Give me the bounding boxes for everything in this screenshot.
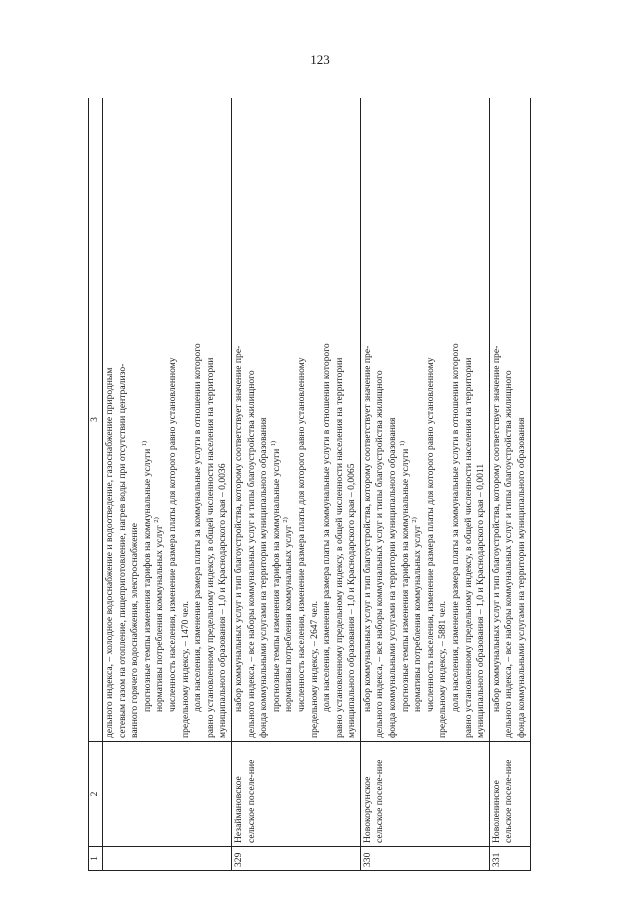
- description-line: ванного горячего водоснабжения, электроснабжение: [129, 523, 141, 738]
- page-number: 123: [310, 52, 330, 67]
- table-row: [231, 98, 360, 871]
- description-line: набор коммунальных услуг и тип благоустройства, которому соответствует значение пре-: [361, 345, 373, 712]
- description-line: фонда коммунальными услугами на территории муниципального образования: [258, 417, 270, 738]
- header-col-2: 2: [89, 742, 103, 847]
- description-line: предельному индексу, – 5881 чел.: [437, 600, 449, 738]
- description-line: численность населения, изменение размера платы для которого равно установленному: [424, 357, 436, 712]
- settlement-name: Новокорсунское сельское поселе-ние: [360, 742, 489, 847]
- table-row: [360, 98, 489, 871]
- description-line: набор коммунальных услуг и тип благоустройства, которому соответствует значение пре-: [232, 345, 244, 712]
- description-line: муниципального образования – 1,0 и Краснодарского края – 0,0065: [346, 463, 358, 738]
- header-col-3: 3: [89, 98, 103, 742]
- row-number: [103, 847, 232, 871]
- table-viewport: [88, 98, 548, 871]
- description-line: набор коммунальных услуг и тип благоустройства, которому соответствует значение пре-: [490, 345, 502, 712]
- description-line: численность населения, изменение размера платы для которого равно установленному: [166, 357, 178, 712]
- row-number: 331: [489, 847, 530, 871]
- description-line: доля населения, изменение размера платы за коммунальные услуги в отношении которого: [321, 343, 333, 712]
- description-line: дельного индекса, – все наборы коммунальных услуг и типы благоустройства жилищного: [374, 370, 386, 738]
- settlement-name: Новоленинское сельское поселе-ние: [489, 742, 530, 847]
- header-col-1: 1: [89, 847, 103, 871]
- row-number: 329: [231, 847, 360, 871]
- description-line: предельному индексу, – 1470 чел.: [179, 600, 191, 738]
- description-line: прогнозные темпы изменения тарифов на коммунальные услуги $^{1)}$: [140, 440, 153, 712]
- description-line: прогнозные темпы изменения тарифов на коммунальные услуги $^{1)}$: [398, 440, 411, 712]
- table-body: [103, 98, 531, 871]
- table-header-row: [89, 98, 103, 871]
- rotated-table-container: [88, 98, 548, 871]
- description-line: муниципального образования – 1,0 и Краснодарского края – 0,0011: [475, 463, 487, 738]
- description-line: дельного индекса, – все наборы коммунальных услуг и типы благоустройства жилищного: [503, 370, 515, 738]
- table-row: [103, 98, 232, 871]
- description-line: муниципального образования – 1,0 и Краснодарского края – 0,0036: [217, 463, 229, 738]
- description-line: дельного индекса, – холодное водоснабжение и водоотведение, газоснабжение природным: [104, 367, 115, 738]
- row-number: 330: [360, 847, 489, 871]
- description-line: доля населения, изменение размера платы за коммунальные услуги в отношении которого: [450, 343, 462, 712]
- row-description: [103, 98, 232, 742]
- description-line: фонда коммунальными услугами на территории муниципального образования: [387, 417, 399, 738]
- table-row: [489, 98, 530, 871]
- description-line: нормативы потребления коммунальных услуг $^{2)}$: [411, 517, 424, 712]
- description-line: фонда коммунальными услугами на территории муниципального образования: [516, 417, 527, 738]
- description-line: сетевым газом на отопление, пищеприготовление, нагрев воды при отсутствии централизо-: [116, 363, 128, 738]
- settlement-name: Незаймановское сельское поселе-ние: [231, 742, 360, 847]
- description-line: равно установленному предельному индексу, в общей численности населения на территории: [204, 357, 216, 738]
- description-line: дельного индекса, – все наборы коммунальных услуг и типы благоустройства жилищного: [245, 370, 257, 738]
- settlement-name: [103, 742, 232, 847]
- row-description: [231, 98, 360, 742]
- description-line: предельному индексу, – 2647 чел.: [308, 600, 320, 738]
- description-line: нормативы потребления коммунальных услуг $^{2)}$: [153, 517, 166, 712]
- row-description: [489, 98, 530, 742]
- description-line: нормативы потребления коммунальных услуг $^{2)}$: [282, 517, 295, 712]
- tariff-table: [88, 98, 531, 871]
- description-line: равно установленному предельному индексу, в общей численности населения на территории: [333, 357, 345, 738]
- description-line: доля населения, изменение размера платы за коммунальные услуги в отношении которого: [192, 343, 204, 712]
- description-line: равно установленному предельному индексу, в общей численности населения на территории: [462, 357, 474, 738]
- row-description: [360, 98, 489, 742]
- description-line: прогнозные темпы изменения тарифов на коммунальные услуги $^{1)}$: [269, 440, 282, 712]
- description-line: численность населения, изменение размера платы для которого равно установленному: [295, 357, 307, 712]
